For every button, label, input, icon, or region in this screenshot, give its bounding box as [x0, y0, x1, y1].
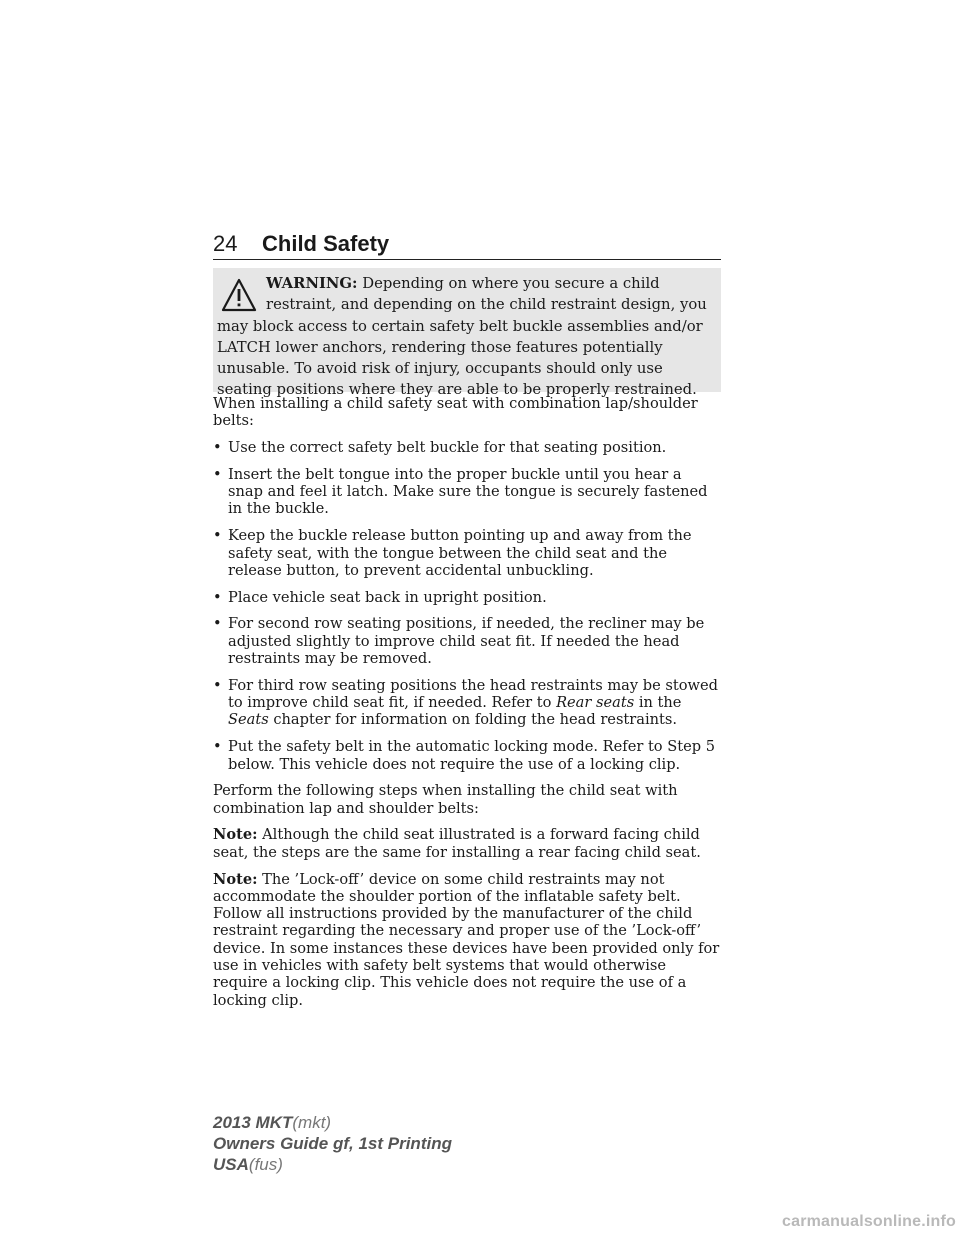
footer-market-code: (fus) [248, 1155, 283, 1174]
header-rule [213, 259, 721, 260]
bullet-text: For third row seating positions the head restraints may be stowed to improve child seat fit, if needed. Refer to [228, 676, 718, 712]
section-title: Child Safety [262, 231, 390, 256]
list-item: • For second row seating positions, if needed, the recliner may be adjusted slightly to improve child seat fit. If needed the head restraints may be removed. [213, 615, 721, 667]
print-footer [213, 1112, 452, 1175]
page-header [213, 229, 721, 259]
bullet-text: in the [634, 694, 682, 712]
warning-box [213, 268, 721, 399]
note-text: The ’Lock-off’ device on some child restraints may not accommodate the shoulder portion of the inflatable safety belt. Follow all instructions provided by the manufacturer of the child restraint regarding the necessary and proper use of the ’Lock-off’ device. In some instances these devices have been provided only for use in vehicles with safety belt systems that would otherwise require a locking clip. This vehicle does not require the use of a locking clip. [213, 870, 720, 1009]
list-item: • Put the safety belt in the automatic locking mode. Refer to Step 5 below. This vehicle does not require the use of a locking clip. [213, 738, 721, 773]
watermark: carmanualsonline.info [782, 1213, 957, 1230]
footer-model: 2013 MKT [213, 1113, 293, 1132]
steps-intro-paragraph: Perform the following steps when installing the child seat with combination lap and shoulder belts: [213, 782, 678, 817]
note-label: Note: [213, 826, 258, 844]
bullet-text: chapter for information on folding the head restraints. [268, 711, 678, 729]
footer-model-code: (mkt) [292, 1113, 332, 1132]
note-paragraph [213, 826, 721, 861]
list-item [213, 677, 721, 729]
warning-triangle-icon [221, 277, 257, 313]
list-item: • Place vehicle seat back in upright position. [213, 589, 721, 606]
main-content [213, 395, 721, 1018]
note-paragraph [213, 871, 721, 1009]
warning-text: Depending on where you secure a child restraint, and depending on the child restraint design, you may block access to certain safety belt buckle assemblies and/or LATCH lower anchors, rendering those features potentially unusable. To avoid risk of injury, occupants should only use seating positions where they are able to be properly restrained. [217, 275, 707, 399]
rear-seats-reference: Rear seats [556, 694, 635, 712]
page-number: 24 [213, 231, 238, 256]
seats-chapter-reference: Seats [228, 711, 269, 729]
list-item: • Insert the belt tongue into the proper buckle until you hear a snap and feel it latch. Make sure the tongue is securely fastened in the buckle. [213, 466, 721, 518]
note-text: Although the child seat illustrated is a forward facing child seat, the steps are the same for installing a rear facing child seat. [213, 826, 701, 861]
list-item: • Keep the buckle release button pointing up and away from the safety seat, with the tongue between the child seat and the release button, to prevent accidental unbuckling. [213, 527, 721, 579]
instruction-list [213, 439, 721, 773]
footer-printing: Owners Guide gf, 1st Printing [213, 1134, 452, 1153]
intro-paragraph: When installing a child safety seat with combination lap/shoulder belts: [213, 395, 698, 430]
note-label: Note: [213, 870, 258, 888]
list-item: • Use the correct safety belt buckle for that seating position. [213, 439, 721, 456]
warning-label: WARNING: [266, 275, 358, 292]
footer-market: USA [213, 1155, 249, 1174]
